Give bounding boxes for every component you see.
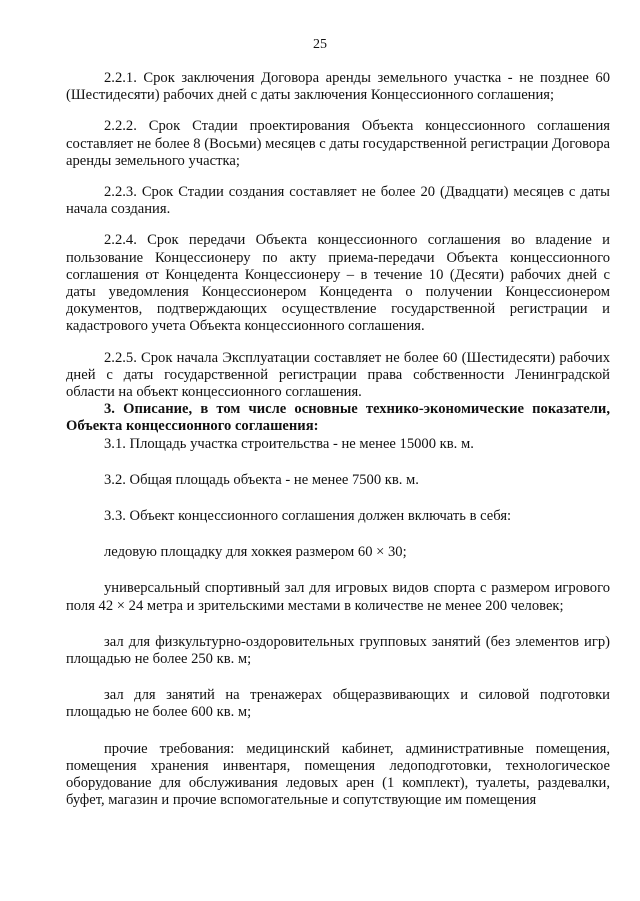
list-item-other-requirements: прочие требования: медицинский кабинет, административные помещения, помещения хранения инвентаря, помещения ледоподготовки, технологическое оборудование для обслуживания ледовых арен (1 комплект), туалеты, раздевалки, буфет, магазин и прочие вспомогательные и сопутствующие им помещения	[66, 740, 610, 809]
document-body	[66, 70, 610, 810]
page-number: 25	[313, 37, 327, 52]
list-item-gym: зал для занятий на тренажерах общеразвивающих и силовой подготовки площадью не более 600 кв. м;	[66, 687, 610, 721]
paragraph-2-2-1: 2.2.1. Срок заключения Договора аренды земельного участка - не позднее 60 (Шестидесяти) рабочих дней с даты заключения Концессионного соглашения;	[66, 70, 610, 104]
list-item-fitness-hall: зал для физкультурно-оздоровительных групповых занятий (без элементов игр) площадью не более 250 кв. м;	[66, 633, 610, 668]
paragraph-3-3: 3.3. Объект концессионного соглашения должен включать в себя:	[104, 508, 512, 525]
list-item-sports-hall: универсальный спортивный зал для игровых видов спорта с размером игрового поля 42 × 24 метра и зрительскими местами в количестве не менее 200 человек;	[66, 580, 610, 614]
paragraph-2-2-2: 2.2.2. Срок Стадии проектирования Объекта концессионного соглашения составляет не более 8 (Восьми) месяцев с даты государственной регистрации Договора аренды земельного участка;	[66, 118, 610, 169]
paragraph-2-2-4: 2.2.4. Срок передачи Объекта концессионного соглашения во владение и пользование Концессионеру по акту приема-передачи Объекта концессионного соглашения от Концедента Концессионеру – в течение 10 (Десяти) рабочих дней с даты уведомления Концессионером Концедента о получении Концессионером документов, подтверждающих осуществление государственной регистрации и кадастрового учета Объекта концессионного соглашения.	[66, 232, 610, 335]
paragraph-2-2-3: 2.2.3. Срок Стадии создания составляет не более 20 (Двадцати) месяцев с даты начала создания.	[66, 184, 610, 218]
paragraph-2-2-5: 2.2.5. Срок начала Эксплуатации составляет не более 60 (Шестидесяти) рабочих дней с даты государственной регистрации права собственности Ленинградской области на объект концессионного соглашения.	[66, 349, 610, 401]
section-3-heading: 3. Описание, в том числе основные технико-экономические показатели, Объекта концессионного соглашения:	[66, 401, 610, 435]
paragraph-3-1: 3.1. Площадь участка строительства - не менее 15000 кв. м.	[104, 435, 474, 452]
list-item-ice-rink: ледовую площадку для хоккея размером 60 × 30;	[104, 544, 407, 561]
paragraph-3-2: 3.2. Общая площадь объекта - не менее 7500 кв. м.	[104, 471, 419, 488]
